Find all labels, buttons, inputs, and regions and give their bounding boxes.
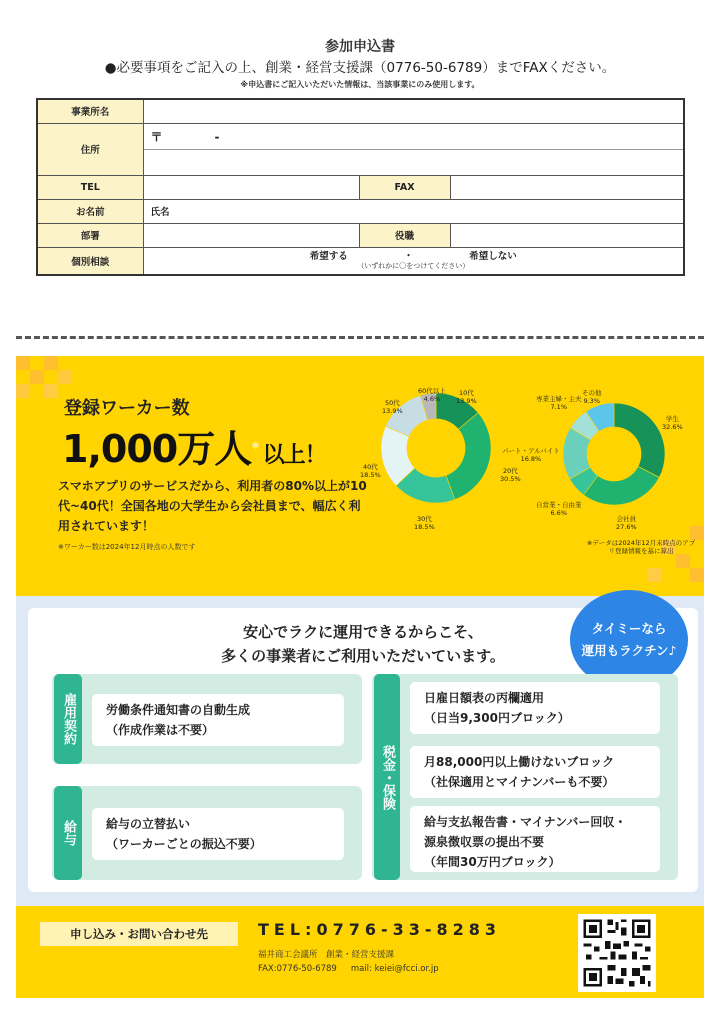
fax-instruction: ●必要事項をご記入の上、創業・経営支援課（0776-50-6789）までFAXください。 xyxy=(104,60,616,76)
consult-no[interactable]: 希望しない xyxy=(469,250,517,262)
consult-label: 個別相談 xyxy=(37,247,143,275)
checker-pattern-2 xyxy=(634,526,704,586)
age-label-10s: 10代 13.9% xyxy=(456,389,477,405)
fax-label: FAX xyxy=(359,175,450,199)
page-title: 参加申込書 xyxy=(325,39,395,55)
dept-field[interactable] xyxy=(143,223,359,247)
worker-footnote: ※ワーカー数は2024年12月時点の人数です xyxy=(58,543,196,551)
tel-label: TEL xyxy=(37,175,143,199)
contact-label: 申し込み・お問い合わせ先 xyxy=(40,922,238,946)
worker-title: 登録ワーカー数 xyxy=(64,398,190,419)
tel-field[interactable] xyxy=(143,175,359,199)
features-heading: 安心でラクに運用できるからこそ、 多くの事業者にご利用いただいています。 xyxy=(221,623,505,665)
age-label-20s: 20代 30.5% xyxy=(500,467,521,483)
application-form xyxy=(36,98,685,276)
job-label-parttime: パート・アルバイト 16.8% xyxy=(502,447,560,463)
tax-item-3: 給与支払報告書・マイナンバー回収・ 源泉徴収票の提出不要 （年間30万円ブロック） xyxy=(410,806,660,872)
fax-field[interactable] xyxy=(450,175,684,199)
tax-item-1: 日雇日額表の丙欄適用 （日当9,300円ブロック） xyxy=(410,682,660,734)
consult-dot: ・ xyxy=(403,250,414,262)
consult-field[interactable] xyxy=(143,247,684,275)
job-label-employee: 会社員 27.6% xyxy=(616,515,637,531)
age-label-60s: 60代以上 4.6% xyxy=(418,387,446,403)
job-label-student: 学生 32.6% xyxy=(662,415,683,431)
company-label: 事業所名 xyxy=(37,99,143,123)
contact-org: 福井商工会議所 創業・経営支援課 xyxy=(258,950,395,960)
address-label: 住所 xyxy=(37,123,143,175)
tax-tag: 税金・保険 xyxy=(374,674,400,880)
name-prefix: 氏名 xyxy=(150,207,170,218)
address-line[interactable] xyxy=(144,150,684,174)
job-label-housewife: 専業主婦・主夫 7.1% xyxy=(536,395,582,411)
contact-tel[interactable]: TEL:0776-33-8283 xyxy=(258,920,502,939)
employment-item: 労働条件通知書の自動生成 （作成作業は不要） xyxy=(92,694,344,746)
job-label-selfemployed: 自営業・自由業 6.6% xyxy=(536,501,582,517)
salary-tag: 給与 xyxy=(54,786,82,880)
contact-fax-mail xyxy=(258,964,439,974)
salary-item: 給与の立替払い （ワーカーごとの振込不要） xyxy=(92,808,344,860)
job-hole xyxy=(587,427,641,481)
privacy-note: ※申込書にご記入いただいた情報は、当該事業にのみ使用します。 xyxy=(240,80,480,89)
address-field[interactable] xyxy=(143,123,684,175)
cut-line xyxy=(16,336,704,339)
age-hole xyxy=(407,419,465,477)
qr-code-icon[interactable] xyxy=(578,914,656,992)
consult-hint: （いずれかに〇をつけてください） xyxy=(357,262,470,271)
tax-item-2: 月88,000円以上働けないブロック （社保適用とマイナンバーも不要） xyxy=(410,746,660,798)
chart-note: ※データは2024年12月末時点のアプリ登録情報を基に算出 xyxy=(586,539,696,555)
name-field[interactable] xyxy=(143,199,684,223)
job-label-other: その他 9.3% xyxy=(582,389,602,405)
position-label: 役職 xyxy=(359,223,450,247)
worker-count: 1,000万人※ 以上！ xyxy=(62,427,326,471)
dept-label: 部署 xyxy=(37,223,143,247)
employment-tag: 雇用契約 xyxy=(54,674,82,764)
contact-mail[interactable]: mail: keiei@fcci.or.jp xyxy=(350,964,439,974)
contact-fax: FAX:0776-50-6789 xyxy=(258,964,337,974)
consult-yes[interactable]: 希望する xyxy=(309,250,348,262)
age-label-40s: 40代 18.5% xyxy=(360,463,381,479)
postal-dash: - xyxy=(214,129,220,144)
company-field[interactable] xyxy=(143,99,684,123)
postal-mark: 〒 xyxy=(150,130,163,144)
age-label-50s: 50代 13.9% xyxy=(382,399,403,415)
worker-description: スマホアプリのサービスだから、利用者の80%以上が10代~40代！全国各地の大学生から会社員まで、幅広く利用されています！ xyxy=(58,479,367,533)
worker-section xyxy=(16,356,704,596)
name-label: お名前 xyxy=(37,199,143,223)
age-label-30s: 30代 18.5% xyxy=(414,515,435,531)
job-donut-chart xyxy=(562,402,666,506)
promo-bubble: タイミーなら 運用もラクチン♪ xyxy=(570,590,688,690)
position-field[interactable] xyxy=(450,223,684,247)
